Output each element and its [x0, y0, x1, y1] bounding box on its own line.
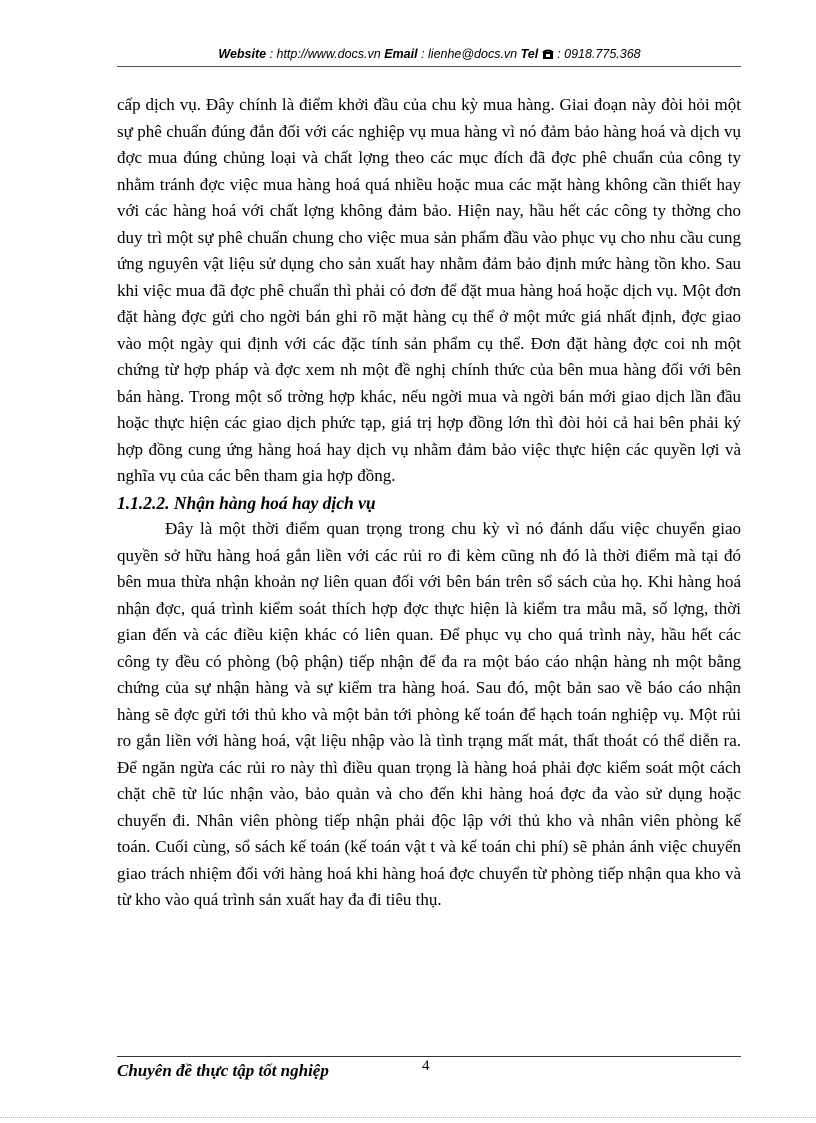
page-bottom-border [0, 1117, 816, 1118]
paragraph-1: cấp dịch vụ. Đây chính là điểm khởi đầu của chu kỳ mua hàng. Giai đoạn này đòi hỏi một sự phê chuẩn đúng đắn đối với các nghiệp vụ mua hàng vì nó đảm bảo hàng hoá và dịch vụ đợc mua đúng chủng loại và chất lợng theo các mục đích đã đợc phê chuẩn của công ty nhằm tránh đợc việc mua hàng hoá quá nhiều hoặc mua các mặt hàng không cần thiết hay với các hàng hoá với chất lợng không đảm bảo. Hiện nay, hầu hết các công ty thờng cho duy trì một sự phê chuẩn chung cho việc mua sản phẩm đầu vào phục vụ cho nhu cầu cung ứng nguyên vật liệu sử dụng cho sản xuất hay nhằm đảm bảo định mức hàng tồn kho. Sau khi việc mua đã đợc phê chuẩn thì phải có đơn để đặt mua hàng hoá hoặc dịch vụ. Một đơn đặt hàng đợc gửi cho ngời bán ghi rõ mặt hàng cụ thể ở một mức giá nhất định, đợc giao vào một ngày qui định với các đặc tính sản phẩm cụ thể. Đơn đặt hàng đợc coi nh một chứng từ hợp pháp và đợc xem nh một đề nghị chính thức của bên mua hàng đối với bên bán hàng. Trong một số trờng hợp khác, nếu ngời mua và ngời bán mới giao dịch lần đầu hoặc thực hiện các giao dịch phức tạp, giá trị hợp đồng lớn thì đòi hỏi cả hai bên phải ký hợp đồng cung ứng hàng hoá hay dịch vụ nhằm đảm bảo việc thực hiện các quyền lợi và nghĩa vụ của các bên tham gia hợp đồng. [117, 95, 741, 485]
tel-label: Tel [520, 47, 539, 61]
footer-title: Chuyên đề thực tập tốt nghiệp [117, 1061, 329, 1080]
footer-divider [117, 1056, 741, 1057]
website-label: Website [218, 47, 267, 61]
page-header [118, 47, 741, 61]
document-body [117, 92, 741, 914]
section-heading: 1.1.2.2. Nhận hàng hoá hay dịch vụ [117, 492, 376, 513]
header-divider [117, 66, 741, 67]
paragraph-2: Đây là một thời điểm quan trọng trong chu kỳ vì nó đánh dấu việc chuyển giao quyền sở hữu hàng hoá gắn liền với các rủi ro đi kèm cũng nh đó là thời điểm mà tại đó bên mua thừa nhận khoản nợ liên quan đối với bên bán trên sổ sách của họ. Khi hàng hoá nhận đợc, quá trình kiểm soát thích hợp đợc thực hiện là kiểm tra mẫu mã, số lợng, thời gian đến và các điều kiện khác có liên quan. Để phục vụ cho quá trình này, hầu hết các công ty đều có phòng (bộ phận) tiếp nhận để đa ra một báo cáo nhận hàng nh một bằng chứng của sự nhận hàng và sự kiểm tra hàng hoá. Sau đó, một bản sao về báo cáo nhận hàng sẽ đợc gửi tới thủ kho và một bản tới phòng kế toán để hạch toán nghiệp vụ. Một rủi ro gắn liền với hàng hoá, vật liệu nhập vào là tình trạng mất mát, thất thoát có thể diễn ra. Để ngăn ngừa các rủi ro này thì điều quan trọng là hàng hoá phải đợc kiểm soát một cách chặt chẽ từ lúc nhận vào, bảo quản và cho đến khi hàng hoá đợc đa vào sử dụng hoặc chuyển đi. Nhân viên phòng tiếp nhận phải độc lập với thủ kho và nhân viên phòng kế toán. Cuối cùng, sổ sách kế toán (kế toán vật t và kế toán chi phí) sẽ phản ánh việc chuyển giao trách nhiệm đối với hàng hoá khi hàng hoá đợc chuyển từ phòng tiếp nhận qua kho và từ kho vào quá trình sản xuất hay đa đi tiêu thụ. [117, 519, 741, 909]
email-label: Email [384, 47, 418, 61]
page-number: 4 [422, 1058, 430, 1074]
email-value: : lienhe@docs.vn [421, 47, 518, 61]
website-value: : http://www.docs.vn [269, 47, 381, 61]
tel-value: : 0918.775.368 [557, 47, 641, 61]
phone-icon [542, 47, 554, 61]
